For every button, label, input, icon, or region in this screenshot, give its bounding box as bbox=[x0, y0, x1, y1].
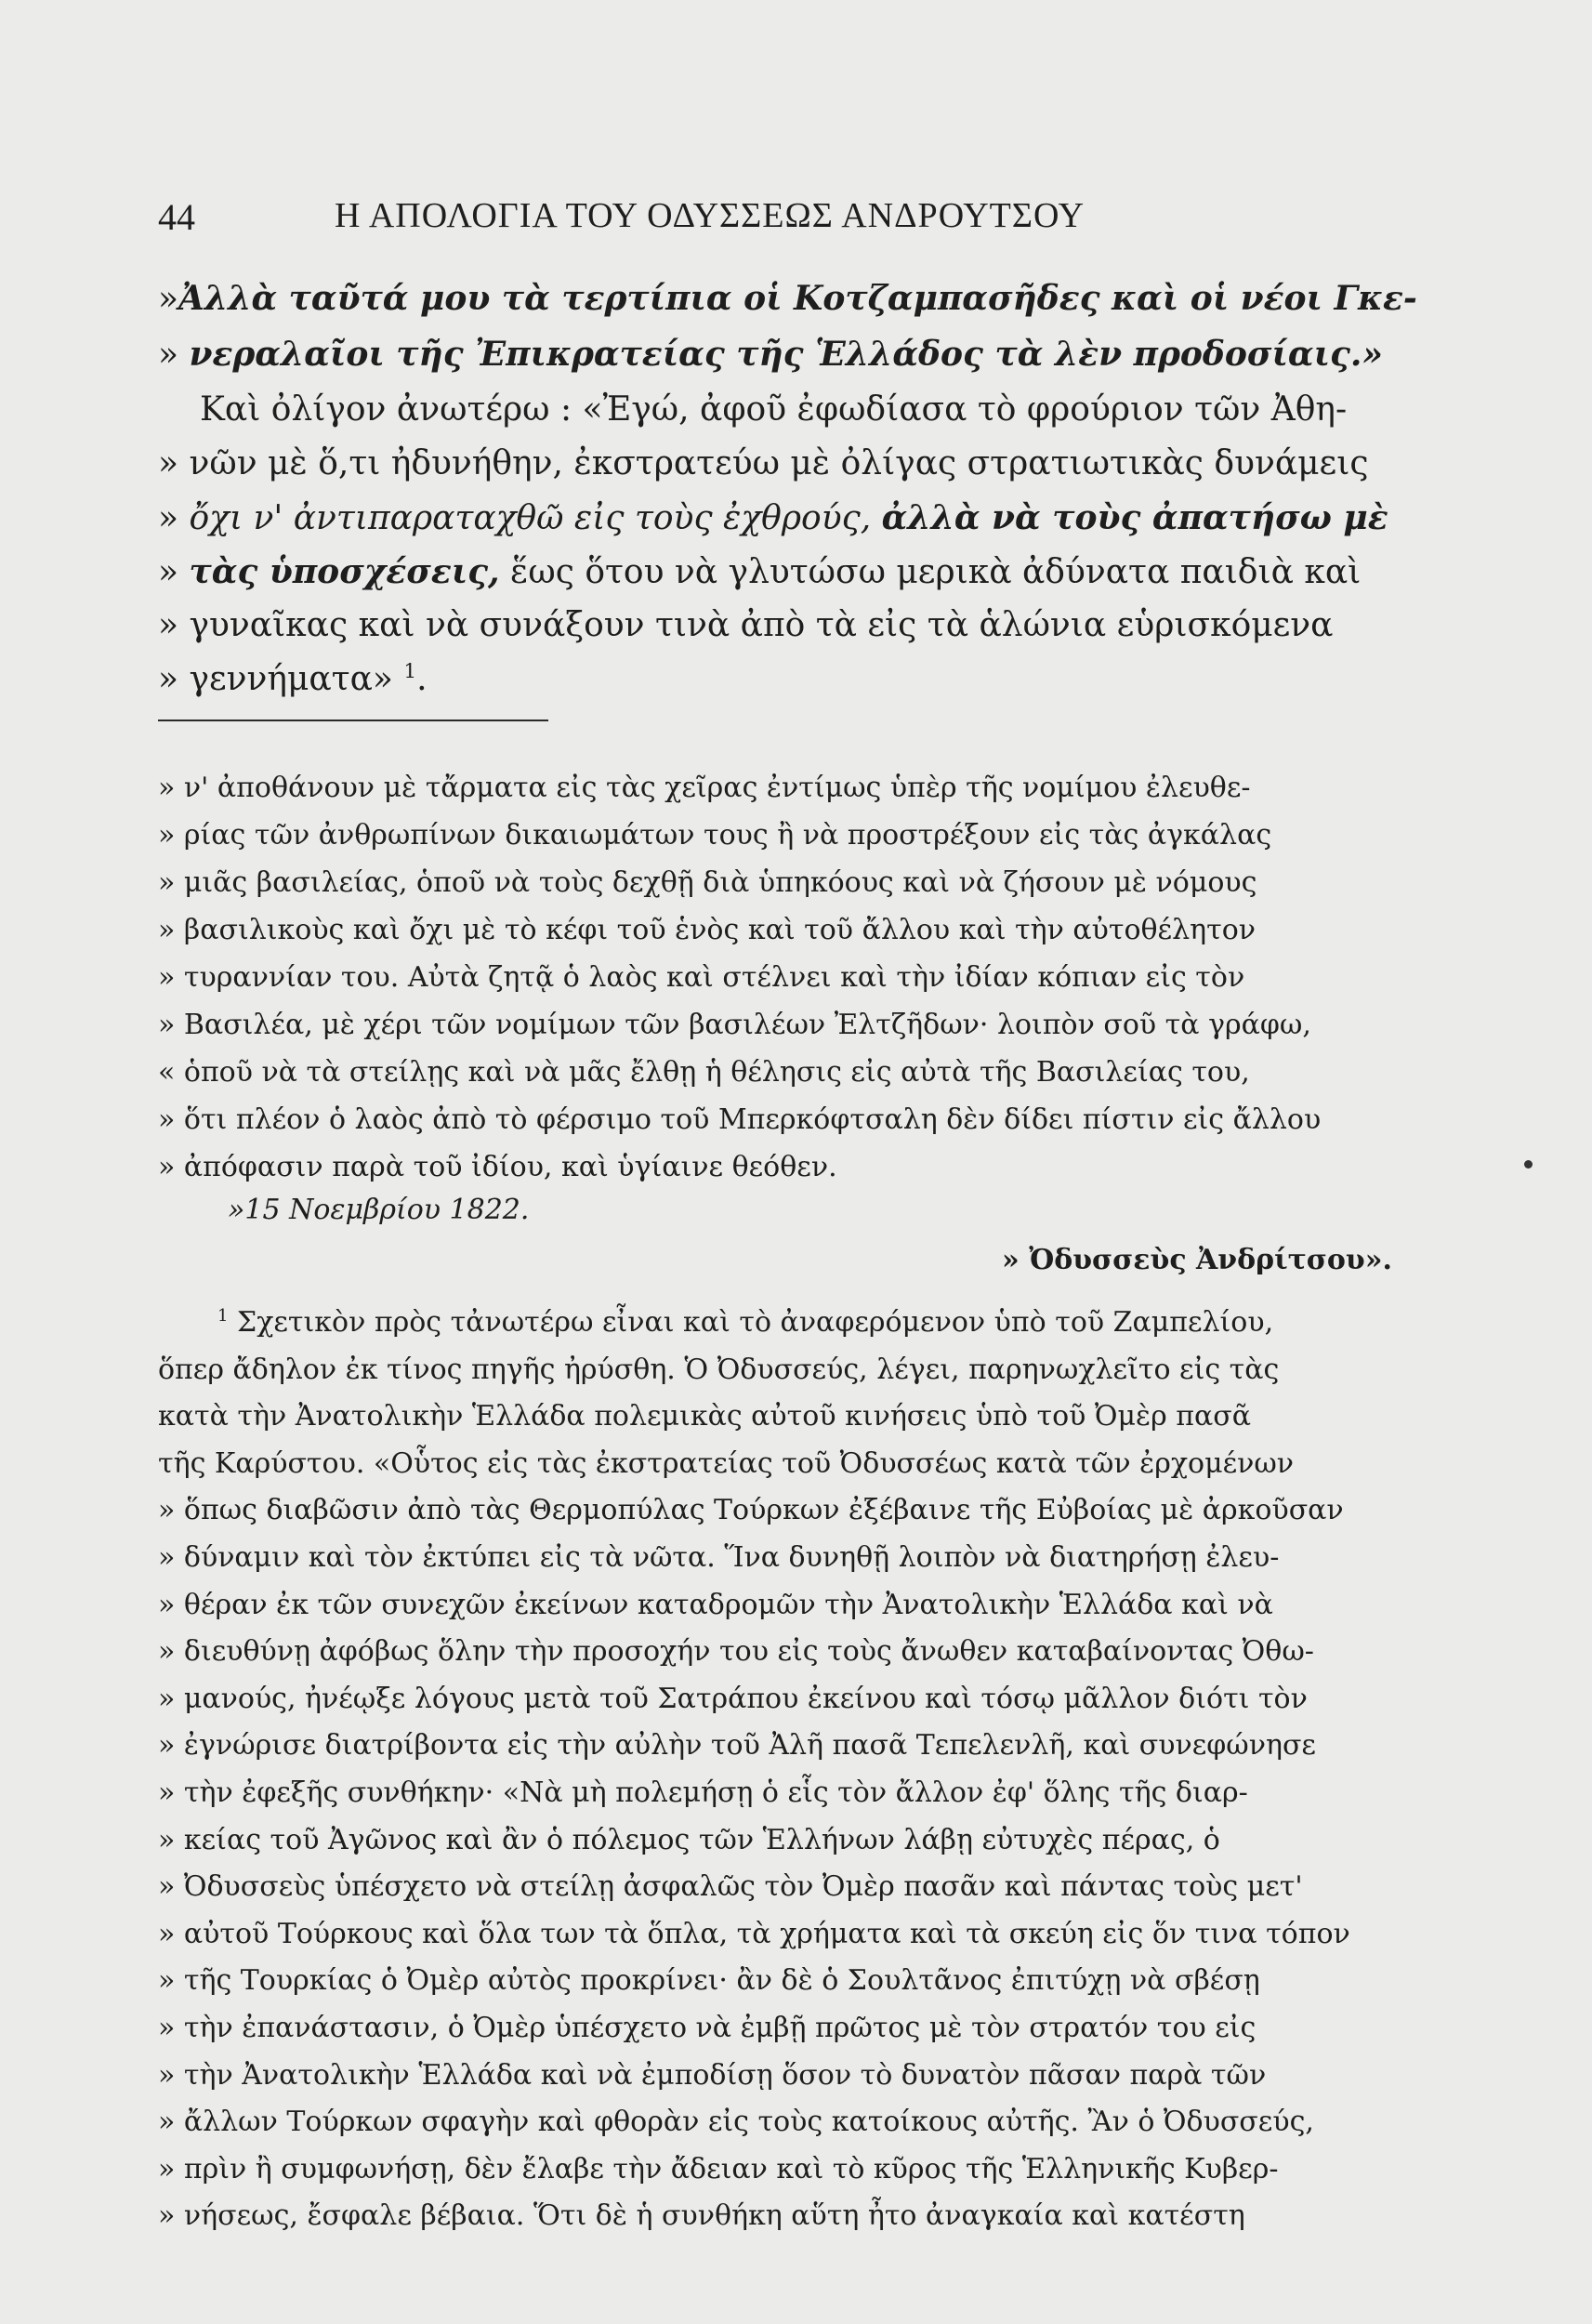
main-line: » νεραλαῖοι τῆς Ἐπικρατείας τῆς Ἑλλάδος τὰ λὲν προδοσίαις.» bbox=[158, 335, 1383, 374]
main-line: »Ἀλλὰ ταῦτά μου τὰ τερτίπια οἱ Κοτζαμπασῆδες καὶ οἱ νέοι Γκε- bbox=[158, 279, 1417, 318]
footnote-line: » πρὶν ἢ συμφωνήσῃ, δὲν ἔλαβε τὴν ἄδειαν καὶ τὸ κῦρος τῆς Ἑλληνικῆς Κυβερ- bbox=[158, 2152, 1279, 2185]
footnote-line: » ἄλλων Τούρκων σφαγὴν καὶ φθορὰν εἰς τοὺς κατοίκους αὐτῆς. Ἂν ὁ Ὀδυσσεύς, bbox=[158, 2106, 1314, 2139]
footnote-marker: 1 bbox=[217, 1306, 229, 1326]
ink-spot bbox=[1524, 1160, 1533, 1169]
footnote-line: » διευθύνῃ ἀφόβως ὅλην τὴν προσοχήν του εἰς τοὺς ἄνωθεν καταβαίνοντας Ὀθω- bbox=[158, 1635, 1314, 1669]
main-line: » τὰς ὑποσχέσεις, ἕως ὅτου νὰ γλυτώσω μερικὰ ἀδύνατα παιδιὰ καὶ bbox=[158, 552, 1362, 591]
date-line: »15 Νοεμβρίου 1822. bbox=[228, 1194, 530, 1226]
main-line: » γεννήματα» $^1$. bbox=[158, 660, 428, 698]
footnote-line: » κείας τοῦ Ἀγῶνος καὶ ἂν ὁ πόλεμος τῶν Ἑλλήνων λάβῃ εὐτυχὲς πέρας, ὁ bbox=[158, 1823, 1220, 1856]
footnote-line: » ἐγνώρισε διατρίβοντα εἰς τὴν αὐλὴν τοῦ Ἀλῆ πασᾶ Τεπελενλῆ, καὶ συνεφώνησε bbox=[158, 1729, 1316, 1763]
quote-line: » Βασιλέα, μὲ χέρι τῶν νομίμων τῶν βασιλέων Ἐλτζῆδων· λοιπὸν σοῦ τὰ γράφω, bbox=[158, 1009, 1311, 1041]
page-number: 44 bbox=[158, 196, 195, 238]
footnote-line: » τῆς Τουρκίας ὁ Ὀμὲρ αὐτὸς προκρίνει· ἂν δὲ ὁ Σουλτᾶνος ἐπιτύχῃ νὰ σβέσῃ bbox=[158, 1964, 1260, 1998]
footnote-line: » νήσεως, ἔσφαλε βέβαια. Ὅτι δὲ ἡ συνθήκη αὕτη ἦτο ἀναγκαία καὶ κατέστη bbox=[158, 2199, 1245, 2233]
footnote-line: κατὰ τὴν Ἀνατολικὴν Ἑλλάδα πολεμικὰς αὐτοῦ κινήσεις ὑπὸ τοῦ Ὀμὲρ πασᾶ bbox=[158, 1400, 1251, 1433]
footnote-line: » τὴν Ἀνατολικὴν Ἑλλάδα καὶ νὰ ἐμποδίσῃ ὅσον τὸ δυνατὸν πᾶσαν παρὰ τῶν bbox=[158, 2058, 1267, 2092]
footnote-line: » θέραν ἐκ τῶν συνεχῶν ἐκείνων καταδρομῶν τὴν Ἀνατολικὴν Ἑλλάδα καὶ νὰ bbox=[158, 1588, 1273, 1621]
footnote-line: » ὅπως διαβῶσιν ἀπὸ τὰς Θερμοπύλας Τούρκων ἐξέβαινε τῆς Εὐβοίας μὲ ἀρκοῦσαν bbox=[158, 1494, 1344, 1527]
footnote-line: » αὐτοῦ Τούρκους καὶ ὅλα των τὰ ὅπλα, τὰ χρήματα καὶ τὰ σκεύη εἰς ὅν τινα τόπον bbox=[158, 1917, 1350, 1950]
main-line: » γυναῖκας καὶ νὰ συνάξουν τινὰ ἀπὸ τὰ εἰς τὰ ἁλώνια εὑρισκόμενα bbox=[158, 606, 1334, 644]
page-header bbox=[158, 195, 1441, 251]
main-line: » ὄχι ν' ἀντιπαραταχθῶ εἰς τοὺς ἐχθρούς, ἀλλὰ νὰ τοὺς ἀπατήσω μὲ bbox=[158, 498, 1388, 537]
footnote-line: τῆς Καρύστου. «Οὗτος εἰς τὰς ἐκστρατείας τοῦ Ὀδυσσέως κατὰ τῶν ἐρχομένων bbox=[158, 1446, 1295, 1480]
footnote-line: » μανούς, ἠνέῳξε λόγους μετὰ τοῦ Σατράπου ἐκείνου καὶ τόσῳ μᾶλλον διότι τὸν bbox=[158, 1682, 1308, 1715]
footnote-line: » τὴν ἐφεξῆς συνθήκην· «Νὰ μὴ πολεμήσῃ ὁ εἷς τὸν ἄλλον ἐφ' ὅλης τῆς διαρ- bbox=[158, 1776, 1248, 1809]
footnote-line: ὅπερ ἄδηλον ἐκ τίνος πηγῆς ἠρύσθη. Ὁ Ὀδυσσεύς, λέγει, παρηνωχλεῖτο εἰς τὰς bbox=[158, 1353, 1280, 1386]
quote-line: » ρίας τῶν ἀνθρωπίνων δικαιωμάτων τους ἢ νὰ προστρέξουν εἰς τὰς ἀγκάλας bbox=[158, 819, 1272, 852]
quote-line: » τυραννίαν του. Αὐτὰ ζητᾷ ὁ λαὸς καὶ στέλνει καὶ τὴν ἰδίαν κόπιαν εἰς τὸν bbox=[158, 961, 1245, 994]
main-line: Καὶ ὀλίγον ἀνωτέρω : «Ἐγώ, ἀφοῦ ἐφωδίασα τὸ φρούριον τῶν Ἀθη- bbox=[200, 390, 1348, 429]
signature: » Ὀδυσσεὺς Ἀνδρίτσου». bbox=[1002, 1244, 1392, 1276]
quote-line: » ν' ἀποθάνουν μὲ τἄρματα εἰς τὰς χεῖρας ἐντίμως ὑπὲρ τῆς νομίμου ἐλευθε- bbox=[158, 772, 1251, 804]
running-head: Η ΑΠΟΛΟΓΙΑ ΤΟΥ ΟΔΥΣΣΕΩΣ ΑΝΔΡΟΥΤΣΟΥ bbox=[335, 196, 1085, 235]
quote-line: » ἀπόφασιν παρὰ τοῦ ἰδίου, καὶ ὑγίαινε θεόθεν. bbox=[158, 1151, 837, 1183]
footnote-line: » δύναμιν καὶ τὸν ἐκτύπει εἰς τὰ νῶτα. Ἵνα δυνηθῇ λοιπὸν νὰ διατηρήσῃ ἐλευ- bbox=[158, 1541, 1280, 1574]
quote-line: « ὁποῦ νὰ τὰ στείλῃς καὶ νὰ μᾶς ἔλθῃ ἡ θέλησις εἰς αὐτὰ τῆς Βασιλείας του, bbox=[158, 1056, 1250, 1089]
footnote-line: » τὴν ἐπανάστασιν, ὁ Ὀμὲρ ὑπέσχετο νὰ ἐμβῇ πρῶτος μὲ τὸν στρατόν του εἰς bbox=[158, 2012, 1256, 2044]
quote-line: » μιᾶς βασιλείας, ὁποῦ νὰ τοὺς δεχθῇ διὰ ὑπηκόους καὶ νὰ ζήσουν μὲ νόμους bbox=[158, 866, 1257, 899]
quote-line: » βασιλικοὺς καὶ ὄχι μὲ τὸ κέφι τοῦ ἑνὸς καὶ τοῦ ἄλλου καὶ τὴν αὐτοθέλητον bbox=[158, 914, 1256, 946]
footnote-first-line: $^1$ Σχετικὸν πρὸς τἀνωτέρω εἶναι καὶ τὸ ἀναφερόμενον ὑπὸ τοῦ Ζαμπελίου, bbox=[217, 1306, 1274, 1339]
main-line: » νῶν μὲ ὅ,τι ἠδυνήθην, ἐκστρατεύω μὲ ὀλίγας στρατιωτικὰς δυνάμεις bbox=[158, 444, 1369, 482]
footnote-line: » Ὀδυσσεὺς ὑπέσχετο νὰ στείλῃ ἀσφαλῶς τὸν Ὀμὲρ πασᾶν καὶ πάντας τοὺς μετ' bbox=[158, 1870, 1303, 1904]
quote-line: » ὅτι πλέον ὁ λαὸς ἀπὸ τὸ φέρσιμο τοῦ Μπερκόφτσαλη δὲν δίδει πίστιν εἰς ἄλλου bbox=[158, 1103, 1322, 1136]
footnote-reference: 1 bbox=[403, 660, 417, 683]
separator-rule bbox=[158, 720, 548, 721]
